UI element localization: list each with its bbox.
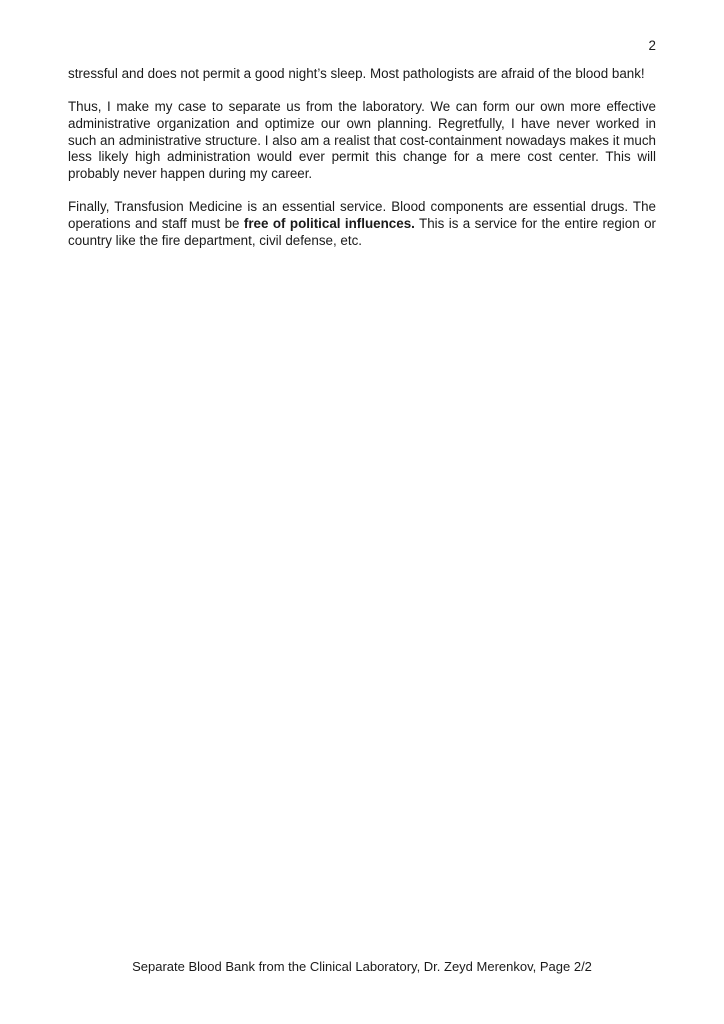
paragraph-stressful: stressful and does not permit a good night’s sleep. Most pathologists are afraid of the blood bank! bbox=[68, 65, 645, 81]
paragraph-finally-text-after: This is a service for the entire region or country like the fire department, civil defense, etc. bbox=[68, 216, 656, 248]
paragraph-finally bbox=[68, 199, 656, 249]
paragraph-finally-text-before: Finally, Transfusion Medicine is an essential service. Blood components are essential drugs. The operations and staff must be bbox=[68, 199, 656, 231]
bold-phrase-political-influences: free of political influences. bbox=[243, 216, 415, 231]
paragraph-separate-case: Thus, I make my case to separate us from the laboratory. We can form our own more effective administrative organization and optimize our own planning. Regretfully, I have never worked in such an administrative structure. I also am a realist that cost-containment nowadays makes it much less likely high administration would ever permit this change for a mere cost center. This will probably never happen during my career. bbox=[68, 99, 656, 181]
footer-line: Separate Blood Bank from the Clinical Laboratory, Dr. Zeyd Merenkov, Page 2/2 bbox=[132, 959, 592, 974]
page-number: 2 bbox=[648, 38, 656, 53]
